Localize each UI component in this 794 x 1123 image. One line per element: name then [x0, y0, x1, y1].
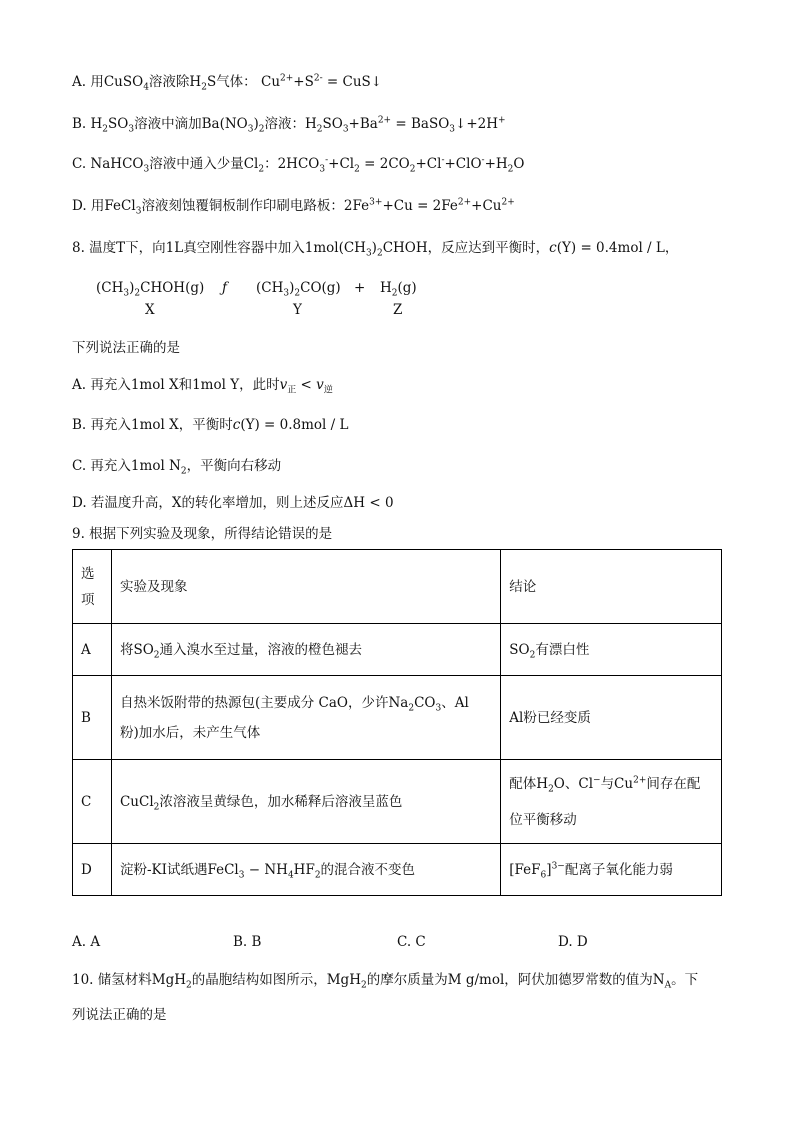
header-conclusion: 结论 — [501, 550, 722, 624]
q7-option-a: A. 用CuSO$_4$溶液除$H_2S$气体： $Cu^{2+}+S^{2-}$ = CuS↓ — [72, 73, 383, 93]
table-row — [73, 676, 722, 760]
q9-choice-b: B. B — [233, 934, 262, 950]
header-experiment: 实验及现象 — [111, 550, 500, 624]
q8-label-x: X — [145, 302, 155, 318]
q8-reactant: $(CH_3)_2CHOH(g)$ — [96, 280, 205, 299]
row-conclusion: $[FeF_6]^{3-}$配离子氧化能力弱 — [501, 844, 722, 896]
table-row — [73, 760, 722, 844]
q9-choice-c: C. C — [397, 934, 426, 950]
q8-option-c: C. 再充入1mol $N_2$，平衡向右移动 — [72, 458, 282, 477]
q9-table — [72, 549, 722, 896]
q9-choice-d: D. D — [558, 934, 588, 950]
q7-b-label: B. — [72, 116, 87, 132]
q8-label-y: Y — [293, 302, 302, 318]
row-experiment: 自热米饭附带的热源包(主要成分 CaO，少许$Na_2CO_3$、Al 粉)加水后，未产生气体 — [111, 676, 500, 760]
row-option: D — [73, 844, 112, 896]
q7-a-text2: 溶液除 — [148, 74, 190, 90]
q8-product-z: $H_2(g)$ — [380, 280, 417, 299]
row-experiment: 将$SO_2$通入溴水至过量，溶液的橙色褪去 — [111, 624, 500, 676]
q7-a-text1: 用 — [90, 74, 104, 90]
q10-line-1: 10. 储氢材料MgH$_2$的晶胞结构如图所示，MgH$_2$的摩尔质量为M g/mol，阿伏加德罗常数的值为$N_A$。下 — [72, 972, 699, 991]
row-option: A — [73, 624, 112, 676]
row-conclusion: 配体$H_2O$、Cl−与$Cu^{2+}$间存在配 位平衡移动 — [501, 760, 722, 844]
row-conclusion: $SO_2$有漂白性 — [501, 624, 722, 676]
row-experiment: 淀粉-KI试纸遇FeCl$_3$ − $NH_4HF_2$的混合液不变色 — [111, 844, 500, 896]
q7-a-label: A. — [72, 74, 87, 90]
row-option: C — [73, 760, 112, 844]
q9-stem: 9. 根据下列实验及现象，所得结论错误的是 — [72, 526, 333, 542]
q7-c-label: C. — [72, 156, 87, 172]
q7-d-label: D. — [72, 198, 87, 214]
q7-a-text3: 气体： — [216, 74, 257, 90]
table-header-row — [73, 550, 722, 624]
row-conclusion: Al粉已经变质 — [501, 676, 722, 760]
row-experiment: CuCl$_2$浓溶液呈黄绿色，加水稀释后溶液呈蓝色 — [111, 760, 500, 844]
table-row — [73, 844, 722, 896]
q8-product-y: $(CH_3)_2CO(g)$ — [256, 280, 341, 299]
q9-choice-a: A. A — [72, 934, 101, 950]
q8-plus: + — [354, 280, 366, 296]
q8-option-a: A. 再充入1mol X和1mol Y，此时$v_正 < v_逆$ — [72, 377, 333, 396]
q8-option-b: B. 再充入1mol X，平衡时c(Y) = 0.8mol / L — [72, 417, 349, 433]
header-option: 选 项 — [73, 550, 112, 624]
q7-option-c: C. NaHCO$_3$溶液中通入少量$Cl_2$：$2HCO_3^-+Cl_2 = 2CO_2+Cl^-+ClO^-+H_2O$ — [72, 155, 525, 175]
q7-a-equation: $Cu^{2+}+S^{2-}$ = CuS↓ — [260, 73, 383, 90]
q8-equilibrium-arrow: ƒ — [222, 280, 227, 296]
row-option: B — [73, 676, 112, 760]
q7-option-d: D. 用FeCl$_3$溶液刻蚀覆铜板制作印刷电路板：$2Fe^{3+}+Cu = 2Fe^{2+}+Cu^{2+}$ — [72, 197, 515, 217]
table-row — [73, 624, 722, 676]
q8-stem: 8. 温度T下，向1L真空刚性容器中加入$1mol(CH_3)_2CHOH$，反应达到平衡时，c(Y) = 0.4mol / L， — [72, 240, 679, 259]
q7-a-formula: CuSO — [103, 74, 144, 90]
q8-ask: 下列说法正确的是 — [72, 340, 180, 356]
q10-line-2: 列说法正确的是 — [72, 1007, 167, 1023]
q7-a-gas: H — [189, 74, 202, 90]
q8-label-z: Z — [393, 302, 403, 318]
q8-option-d: D. 若温度升高，X的转化率增加，则上述反应ΔH < 0 — [72, 495, 394, 511]
q7-option-b: B. $H_2SO_3$溶液中滴加$Ba(NO_3)_2$溶液：$H_2SO_3+Ba^{2+}$ = BaSO$_3$↓+2H+ — [72, 115, 506, 135]
